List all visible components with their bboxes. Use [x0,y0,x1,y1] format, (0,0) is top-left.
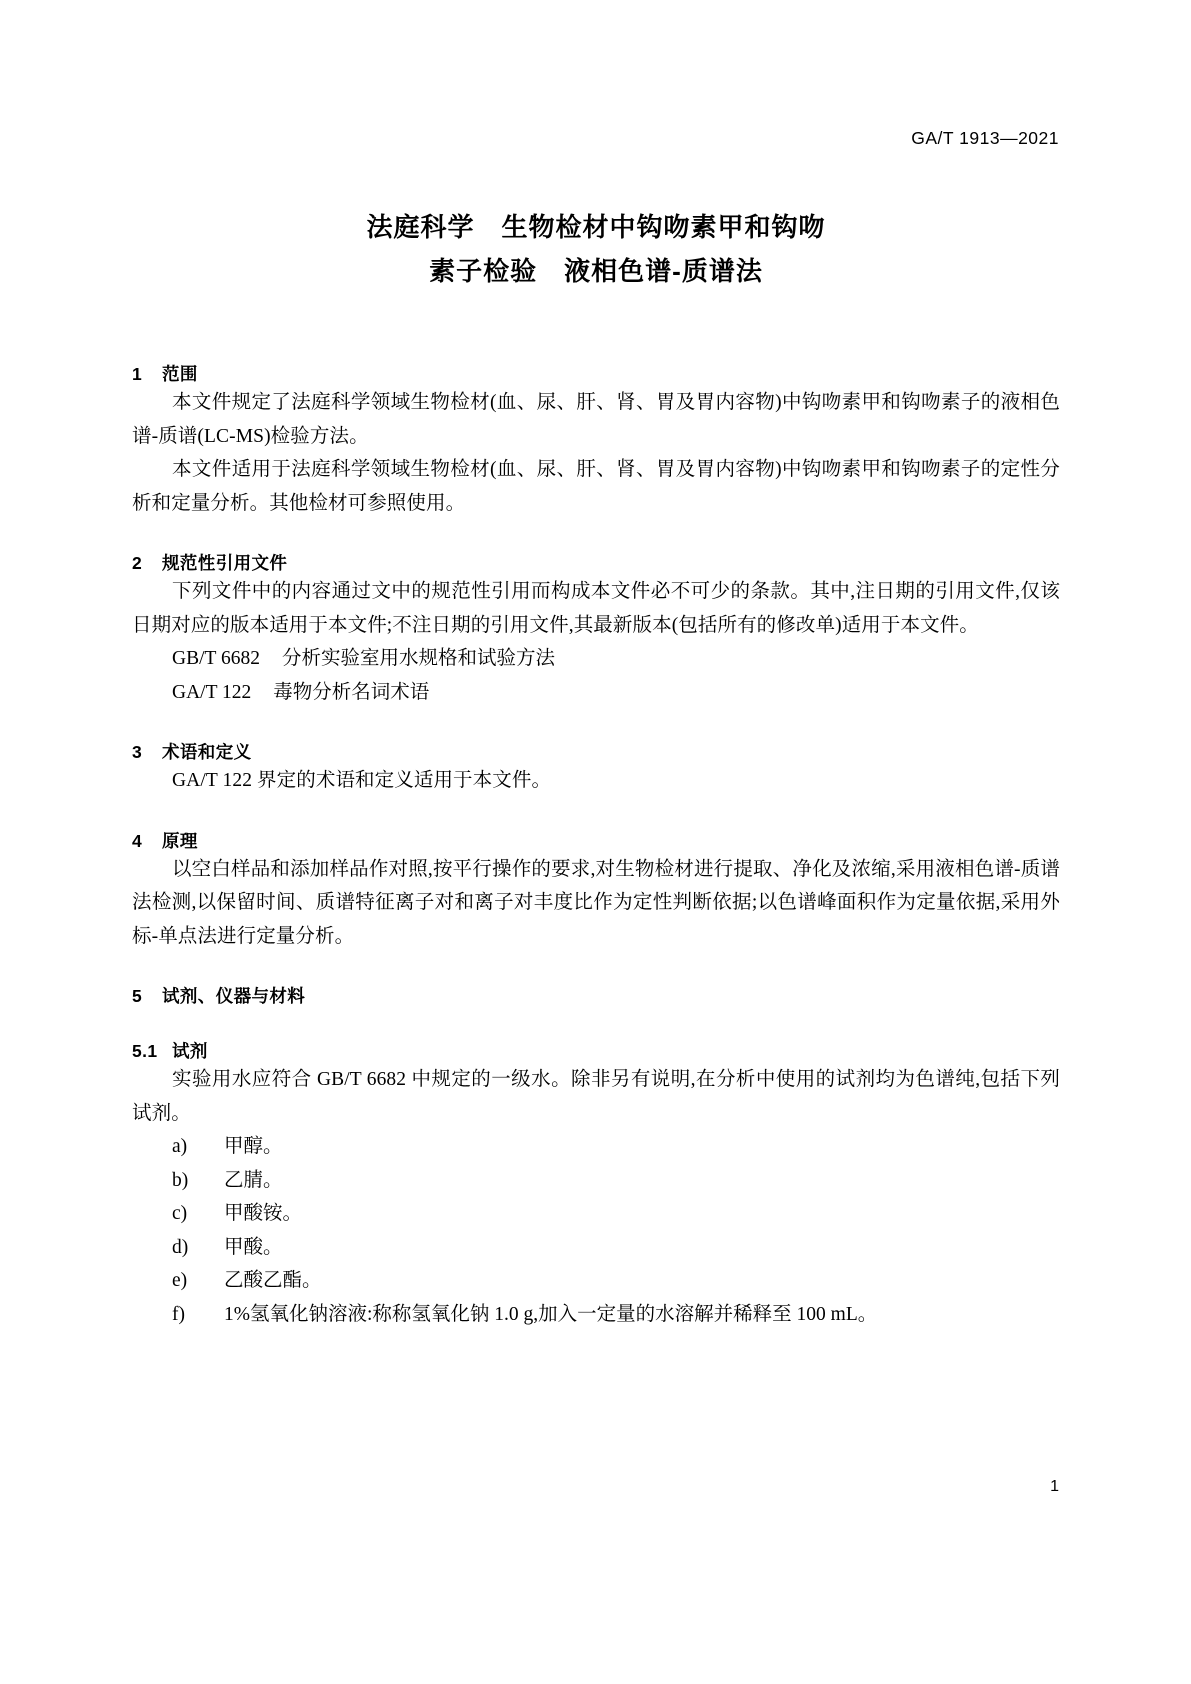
list-item-text: 甲酸铵。 [224,1203,303,1224]
reference-name: 分析实验室用水规格和试验方法 [281,648,555,669]
section-heading-5 [132,983,1060,1008]
reference-code: GA/T 122 [172,681,252,703]
section-number-4: 4 [132,830,143,851]
title-line-2: 素子检验 液相色谱-质谱法 [429,256,763,286]
reference-code: GB/T 6682 [172,648,260,669]
section-heading-2 [132,550,1060,575]
list-item-label: f) [172,1303,185,1325]
list-item [132,1197,1060,1231]
section-number-3: 3 [132,742,143,762]
normative-reference [132,676,1060,710]
list-item-label: b) [172,1169,189,1191]
list-item [132,1298,1060,1332]
list-item [132,1264,1060,1298]
section-heading-4 [132,828,1060,853]
section-title-2: 规范性引用文件 [162,553,288,573]
page-title [132,205,1060,293]
paragraph: 以空白样品和添加样品作对照,按平行操作的要求,对生物检材进行提取、净化及浓缩,采用液相色谱-质谱法检测,以保留时间、质谱特征离子对和离子对丰度比作为定性判断依据;以色谱峰面积作为定量依据,采用外标-单点法进行定量分析。 [132,858,1060,947]
section-title-1: 范围 [162,364,198,384]
section-title-5: 试剂、仪器与材料 [162,986,306,1006]
paragraph: GA/T 122 界定的术语和定义适用于本文件。 [172,770,552,791]
section-title-3: 术语和定义 [162,742,252,762]
paragraph: 下列文件中的内容通过文中的规范性引用而构成本文件必不可少的条款。其中,注日期的引用文件,仅该日期对应的版本适用于本文件;不注日期的引用文件,其最新版本(包括所有的修改单)适用于本文件。 [132,581,1060,636]
section-number-5: 5 [132,986,143,1006]
list-item-label: a) [172,1136,188,1157]
normative-reference [132,642,1060,676]
section-title-4: 原理 [162,830,198,851]
list-item-text: 1%氢氧化钠溶液:称称氢氧化钠 1.0 g,加入一定量的水溶解并稀释至 100 mL。 [224,1303,878,1325]
list-item [132,1164,1060,1198]
section-heading-1 [132,361,1060,386]
section-number-1: 1 [132,364,143,384]
section-title-5-1: 试剂 [172,1041,208,1061]
list-item-label: e) [172,1270,188,1291]
title-line-1: 法庭科学 生物检材中钩吻素甲和钩吻 [366,212,826,242]
section-heading-5-1 [132,1038,1060,1063]
section-number-2: 2 [132,553,143,573]
list-item [132,1130,1060,1164]
list-item-label: c) [172,1203,188,1224]
list-item-text: 甲醇。 [224,1136,283,1157]
page-number: 1 [1050,1478,1059,1495]
list-item-text: 乙酸乙酯。 [224,1270,322,1291]
reference-name: 毒物分析名词术语 [273,681,430,703]
list-item-label: d) [172,1236,189,1258]
page-header-standard-code: GA/T 1913—2021 [911,128,1059,148]
paragraph: 本文件规定了法庭科学领域生物检材(血、尿、肝、肾、胃及胃内容物)中钩吻素甲和钩吻素子的液相色谱-质谱(LC-MS)检验方法。 [132,392,1060,447]
paragraph: 实验用水应符合 GB/T 6682 中规定的一级水。除非另有说明,在分析中使用的试剂均为色谱纯,包括下列试剂。 [132,1069,1060,1124]
list-item-text: 乙腈。 [224,1169,283,1191]
section-number-5-1: 5.1 [132,1041,158,1061]
paragraph: 本文件适用于法庭科学领域生物检材(血、尿、肝、肾、胃及胃内容物)中钩吻素甲和钩吻素子的定性分析和定量分析。其他检材可参照使用。 [132,459,1060,514]
list-item-text: 甲酸。 [224,1236,283,1258]
section-heading-3 [132,739,1060,764]
list-item [132,1231,1060,1265]
document-content [132,205,1060,1331]
